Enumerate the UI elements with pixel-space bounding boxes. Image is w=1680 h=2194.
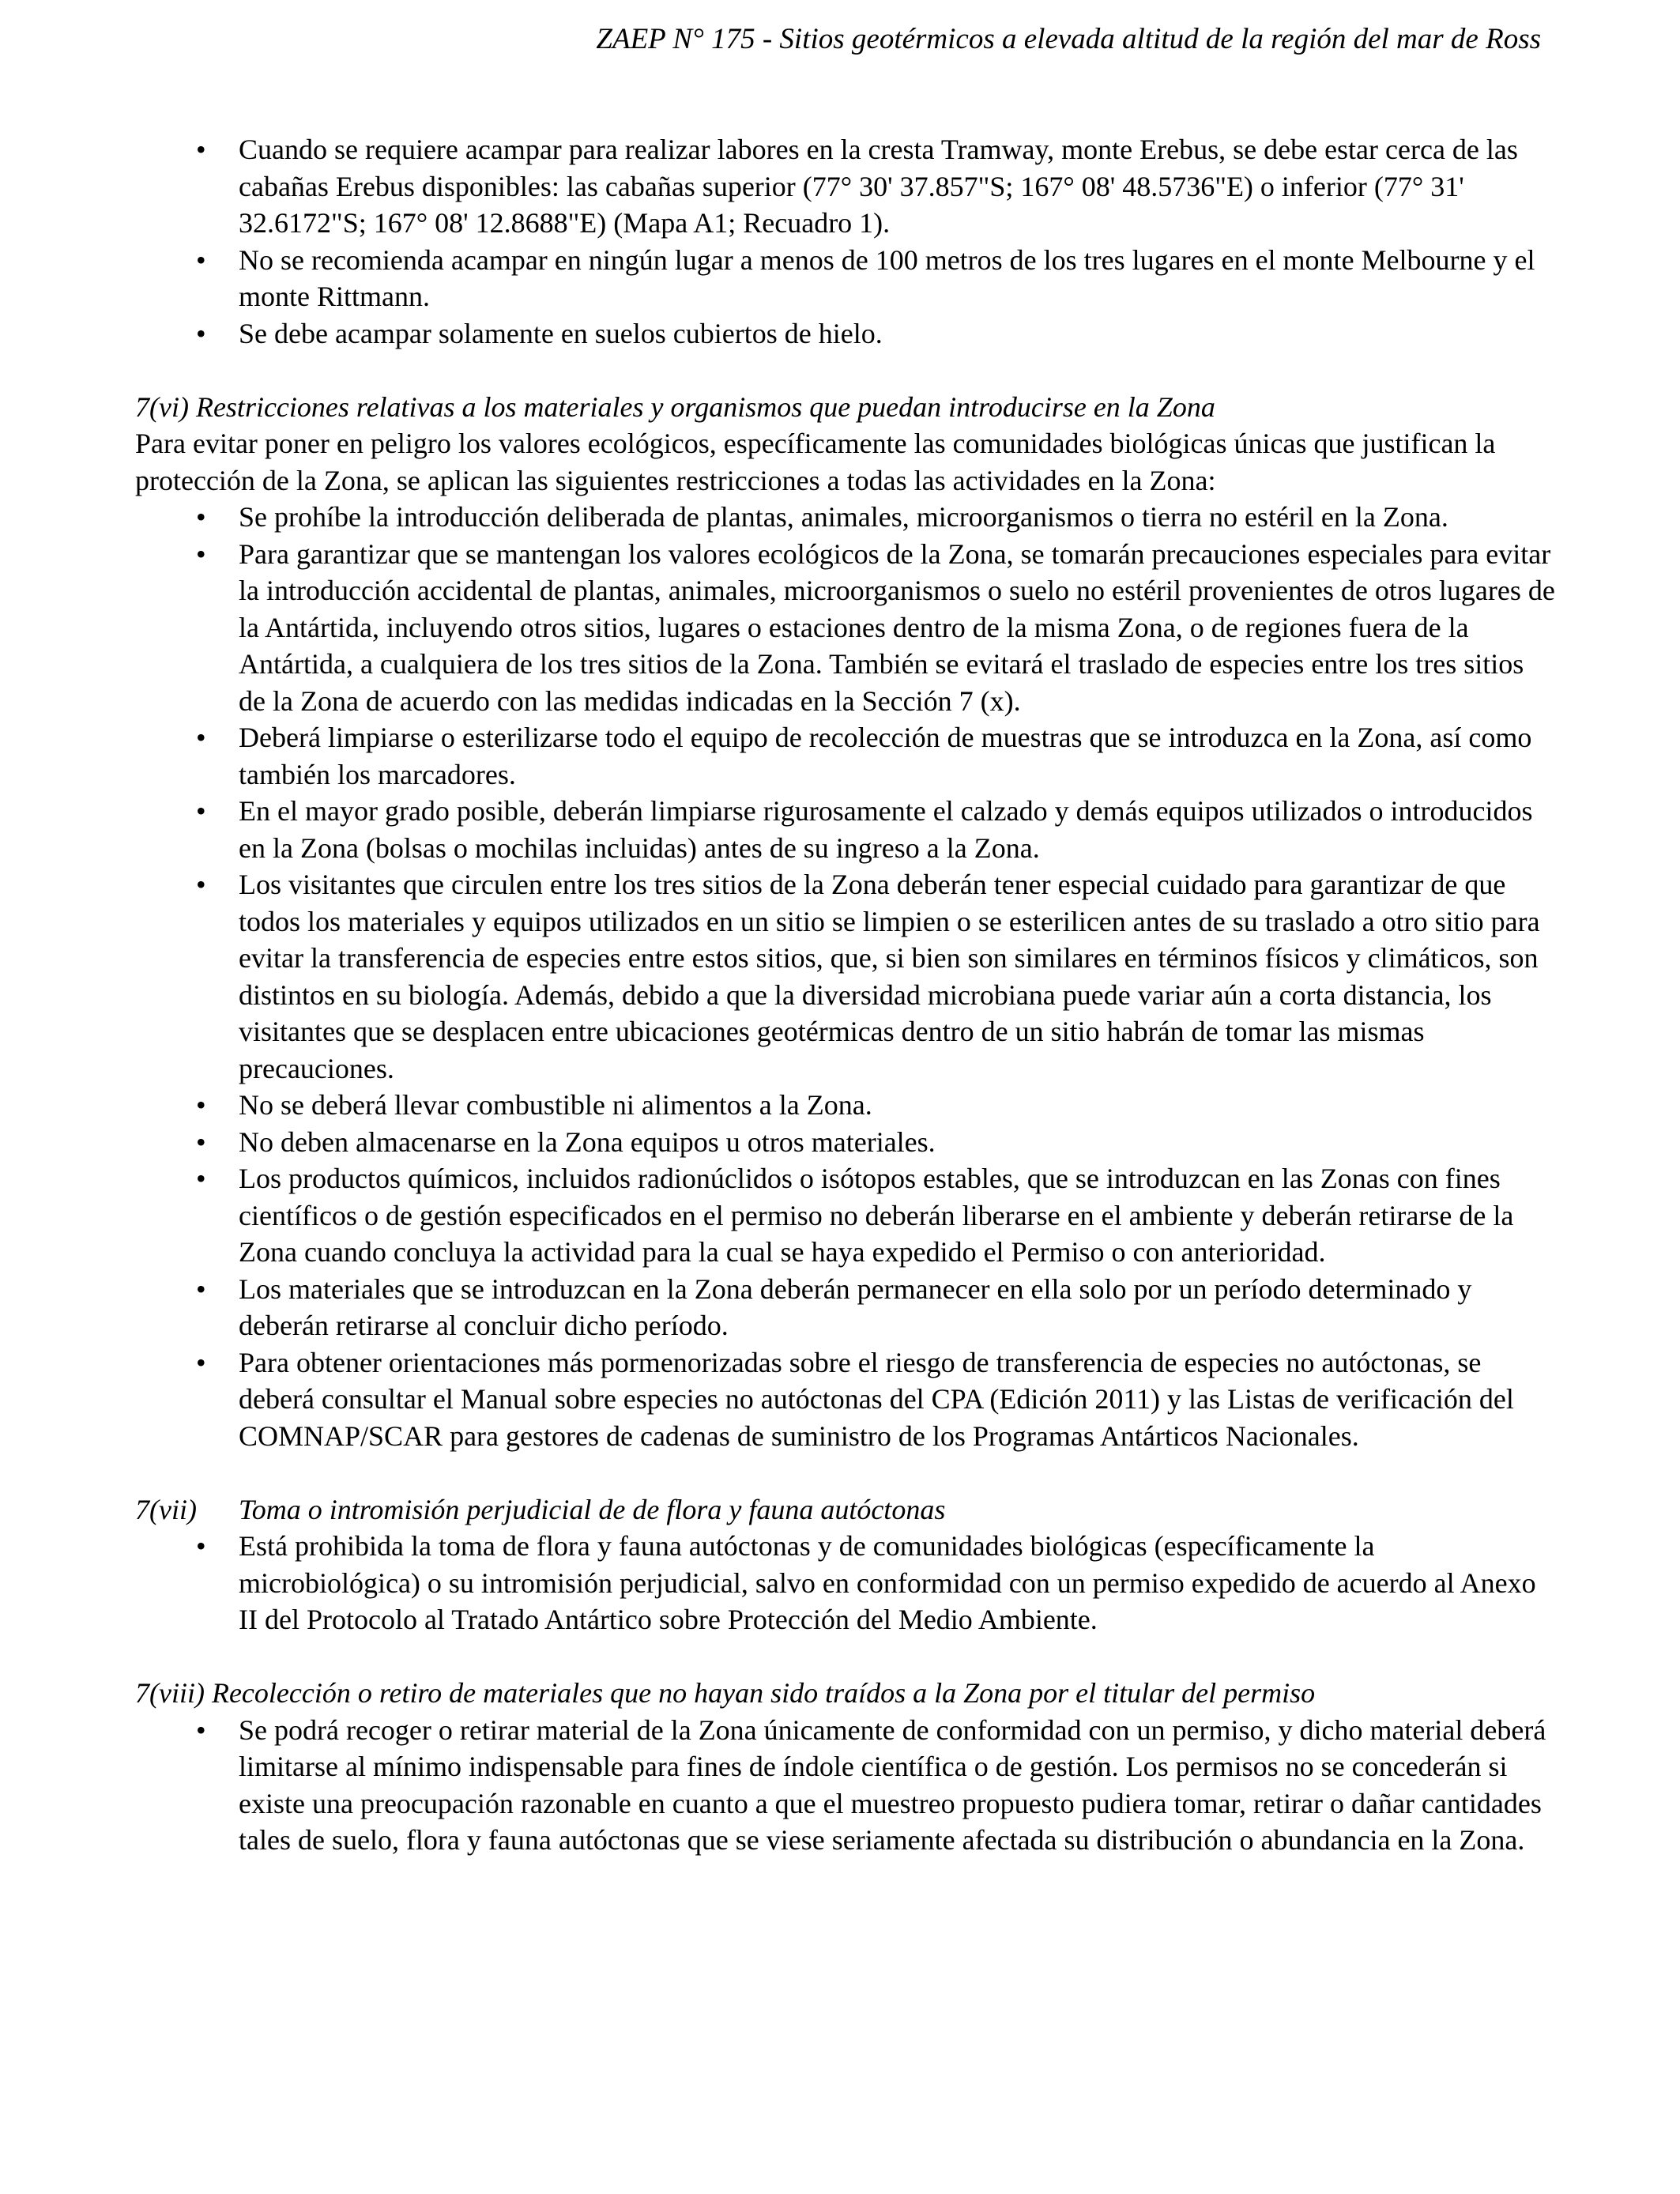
section-title: Toma o intromisión perjudicial de de flora y fauna autóctonas (239, 1493, 946, 1525)
section-viii-list (135, 1712, 1558, 1859)
section-number: 7(vii) (135, 1493, 197, 1525)
list-item: • No deben almacenarse en la Zona equipos u otros materiales. (135, 1124, 1558, 1161)
list-item: • No se recomienda acampar en ningún lugar a menos de 100 metros de los tres lugares en el monte Melbourne y el monte Rittmann. (135, 242, 1558, 315)
section-heading-viii: 7(viii) Recolección o retiro de materiales que no hayan sido traídos a la Zona por el titular del permiso (135, 1677, 1316, 1709)
list-item: • No se deberá llevar combustible ni alimentos a la Zona. (135, 1087, 1558, 1124)
list-item: • Los productos químicos, incluidos radionúclidos o isótopos estables, que se introduzcan en las Zonas con fines científicos o de gestión especificados en el permiso no deberán liberarse en el ambiente y deberán retirarse de la Zona cuando concluya la actividad para la cual se haya expedido el Permiso o con anterioridad. (135, 1160, 1558, 1271)
list-item: • Los visitantes que circulen entre los tres sitios de la Zona deberán tener especial cuidado para garantizar de que todos los materiales y equipos utilizados en un sitio se limpien o se esterilicen antes de su traslado a otro sitio para evitar la transferencia de especies entre estos sitios, que, si bien son similares en términos físicos y climáticos, son distintos en su biología. Además, debido a que la diversidad microbiana puede variar aún a corta distancia, los visitantes que se desplacen entre ubicaciones geotérmicas dentro de un sitio habrán de tomar las mismas precauciones. (135, 866, 1558, 1087)
list-item: • Cuando se requiere acampar para realizar labores en la cresta Tramway, monte Erebus, se debe estar cerca de las cabañas Erebus disponibles: las cabañas superior (77° 30' 37.857"S; 167° 08' 48.5736"E) o inferior (77° 31' 32.6172"S; 167° 08' 12.8688"E) (Mapa A1; Recuadro 1). (135, 131, 1558, 242)
section-heading-vi: 7(vi) Restricciones relativas a los materiales y organismos que puedan introducirse en la Zona (135, 390, 1215, 423)
list-item: • Se debe acampar solamente en suelos cubiertos de hielo. (135, 315, 1558, 352)
spacer (135, 352, 1558, 389)
section-vi-list (135, 499, 1558, 1454)
running-header: ZAEP N° 175 - Sitios geotérmicos a elevada altitud de la región del mar de Ross (596, 23, 1541, 55)
camping-list (135, 131, 1558, 352)
section-vii-list (135, 1528, 1558, 1638)
list-item: • Se podrá recoger o retirar material de la Zona únicamente de conformidad con un permiso, y dicho material deberá limitarse al mínimo indispensable para fines de índole científica o de gestión. Los permisos no se concederán si existe una preocupación razonable en cuanto a que el muestreo propuesto pudiera tomar, retirar o dañar cantidades tales de suelo, flora y fauna autóctonas que se viese seriamente afectada su distribución o abundancia en la Zona. (135, 1712, 1558, 1859)
spacer (135, 1454, 1558, 1491)
section-vi-intro: Para evitar poner en peligro los valores ecológicos, específicamente las comunidades biológicas únicas que justifican la protección de la Zona, se aplican las siguientes restricciones a todas las actividades en la Zona: (135, 428, 1496, 496)
list-item: • Los materiales que se introduzcan en la Zona deberán permanecer en ella solo por un período determinado y deberán retirarse al concluir dicho período. (135, 1271, 1558, 1344)
spacer (135, 1638, 1558, 1676)
list-item: • En el mayor grado posible, deberán limpiarse rigurosamente el calzado y demás equipos utilizados o introducidos en la Zona (bolsas o mochilas incluidas) antes de su ingreso a la Zona. (135, 793, 1558, 866)
list-item: • Se prohíbe la introducción deliberada de plantas, animales, microorganismos o tierra no estéril en la Zona. (135, 499, 1558, 536)
list-item: • Deberá limpiarse o esterilizarse todo el equipo de recolección de muestras que se introduzca en la Zona, así como también los marcadores. (135, 719, 1558, 793)
list-item: • Está prohibida la toma de flora y fauna autóctonas y de comunidades biológicas (específicamente la microbiológica) o su intromisión perjudicial, salvo en conformidad con un permiso expedido de acuerdo al Anexo II del Protocolo al Tratado Antártico sobre Protección del Medio Ambiente. (135, 1528, 1558, 1638)
section-heading-vii (135, 1491, 1558, 1529)
page-content (135, 131, 1558, 1859)
list-item: • Para garantizar que se mantengan los valores ecológicos de la Zona, se tomarán precauciones especiales para evitar la introducción accidental de plantas, animales, microorganismos o suelo no estéril provenientes de otros lugares de la Antártida, incluyendo otros sitios, lugares o estaciones dentro de la misma Zona, o de regiones fuera de la Antártida, a cualquiera de los tres sitios de la Zona. También se evitará el traslado de especies entre los tres sitios de la Zona de acuerdo con las medidas indicadas en la Sección 7 (x). (135, 536, 1558, 720)
list-item: • Para obtener orientaciones más pormenorizadas sobre el riesgo de transferencia de especies no autóctonas, se deberá consultar el Manual sobre especies no autóctonas del CPA (Edición 2011) y las Listas de verificación del COMNAP/SCAR para gestores de cadenas de suministro de los Programas Antárticos Nacionales. (135, 1344, 1558, 1455)
